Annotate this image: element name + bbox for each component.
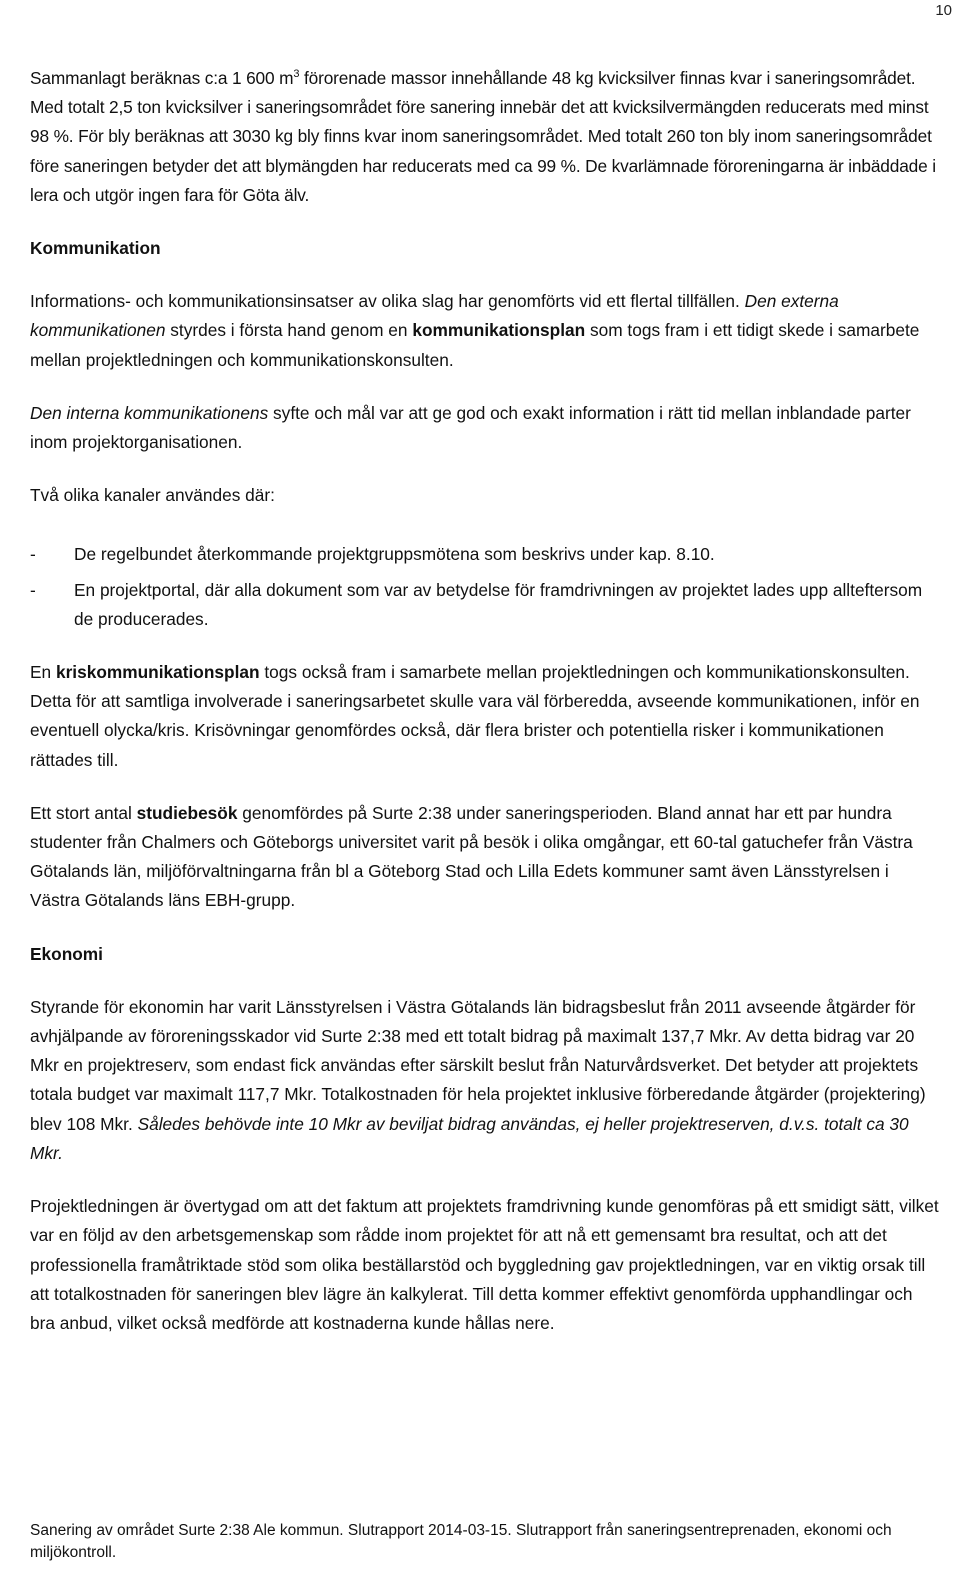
e-p1-italic: Således behövde inte 10 Mkr av beviljat bidrag användas, ej heller projektreserven, d.v.s. totalt ca 30 Mkr. (30, 1113, 909, 1163)
dash-bullet: - (30, 579, 36, 600)
k-p5-bold: studiebesök (136, 802, 238, 823)
k-p4-text-a: En (30, 662, 56, 683)
list-item (30, 540, 940, 569)
e-p1-text: Styrande för ekonomin har varit Länsstyrelsen i Västra Götalands län bidragsbeslut från 2011 avseende åtgärder för avhjälpande av föroreningsskador vid Surte 2:38 med ett totalt bidrag på maximalt 137,7 Mkr. Av detta bidrag var 20 Mkr en projektreserv, som endast fick användas efter särskilt beslut från Naturvårdsverket. Det betyder att projektets totala budget var maximalt 117,7 Mkr. Totalkostnaden för hela projektet inklusive förberedande åtgärder (projektering) blev 108 Mkr. (30, 996, 926, 1134)
heading-ekonomi: Ekonomi (30, 943, 103, 964)
k-p1-text-a: Informations- och kommunikationsinsatser av olika slag har genomförts vid ett flertal tillfällen. (30, 291, 745, 312)
channel-list (30, 540, 940, 634)
k-p2-text: syfte och mål var att ge god och exakt information i rätt tid mellan inblandade parter inom projektorganisationen. (30, 402, 911, 453)
k-p1-text-b: styrdes i första hand genom en (165, 320, 413, 341)
kommunikation-paragraph-1 (30, 287, 940, 375)
k-p1-bold: kommunikationsplan (412, 320, 586, 341)
kommunikation-paragraph-2 (30, 399, 940, 457)
intro-text-b: förorenade massor innehållande 48 kg kvicksilver finnas kvar i saneringsområdet. Med totalt 2,5 ton kvicksilver i saneringsområdet före sanering innebär det att kvicksilvermängden reducerats med minst 98 %. För bly beräknas att 3030 kg bly finns kvar inom saneringsområdet. Med totalt 260 ton bly inom saneringsområdet före saneringen betyder det att blymängden har reducerats med ca 99 %. De kvarlämnade föroreningarna är inbäddade i lera och utgör ingen fara för Göta älv. (30, 68, 936, 205)
ekonomi-paragraph-1 (30, 993, 940, 1168)
kommunikation-paragraph-3: Två olika kanaler användes där: (30, 485, 275, 506)
list-item-text: En projektportal, där alla dokument som var av betydelse för framdrivningen av projektet lades upp allteftersom de producerades. (74, 579, 923, 629)
kommunikation-paragraph-5 (30, 799, 940, 916)
k-p1-italic: Den externa kommunikationen (30, 291, 839, 341)
ekonomi-paragraph-2: Projektledningen är övertygad om att det faktum att projektets framdrivning kunde genomföras på ett smidigt sätt, vilket var en följd av den arbetsgemenskap som rådde inom projektet för att nå ett gemensamt bra resultat, och att det professionella framåtriktade stöd som olika beställarstöd och byggledning gav projektledningen, var en viktig orsak till att totalkostnaden för saneringen blev lägre än kalkylerat. Till detta kommer effektivt genomförda upphandlingar och bra anbud, vilket också medförde att kostnaderna kunde hållas nere. (30, 1196, 939, 1333)
k-p4-bold: kriskommunikationsplan (55, 662, 260, 683)
dash-bullet: - (30, 544, 36, 565)
kommunikation-paragraph-4 (30, 658, 940, 775)
k-p4-text-b: togs också fram i samarbete mellan projektledningen och kommunikationskonsulten. Detta för att samtliga involverade i saneringsarbetet skulle vara väl förberedda, avseende kommunikationen, inför en eventuell olycka/kris. Krisövningar genomfördes också, där flera brister och potentiella risker i kommunikationen rättades till. (30, 662, 920, 770)
intro-paragraph (30, 64, 940, 210)
document-body (30, 64, 940, 1362)
list-item (30, 576, 940, 634)
intro-text-a: Sammanlagt beräknas c:a 1 600 m (30, 68, 294, 88)
list-item-text: De regelbundet återkommande projektgruppsmötena som beskrivs under kap. 8.10. (74, 544, 715, 565)
k-p5-text-a: Ett stort antal (30, 802, 137, 823)
page-footer: Sanering av området Surte 2:38 Ale kommun. Slutrapport 2014-03-15. Slutrapport från saneringsentreprenaden, ekonomi och miljökontroll. (30, 1522, 892, 1561)
k-p5-text-b: genomfördes på Surte 2:38 under saneringsperioden. Bland annat har ett par hundra studenter från Chalmers och Göteborgs universitet varit på besök i olika omgångar, ett 60-tal gatuchefer från Västra Götalands län, miljöförvaltningarna från bl a Göteborg Stad och Lilla Edets kommuner samt även Länsstyrelsen i Västra Götalands läns EBH-grupp. (30, 802, 913, 911)
k-p1-text-c: som togs fram i ett tidigt skede i samarbete mellan projektledningen och kommunikationskonsulten. (30, 320, 920, 370)
superscript-3: 3 (293, 68, 300, 81)
heading-kommunikation: Kommunikation (30, 238, 161, 259)
page-number: 10 (935, 2, 952, 19)
k-p2-italic: Den interna kommunikationens (30, 402, 269, 423)
